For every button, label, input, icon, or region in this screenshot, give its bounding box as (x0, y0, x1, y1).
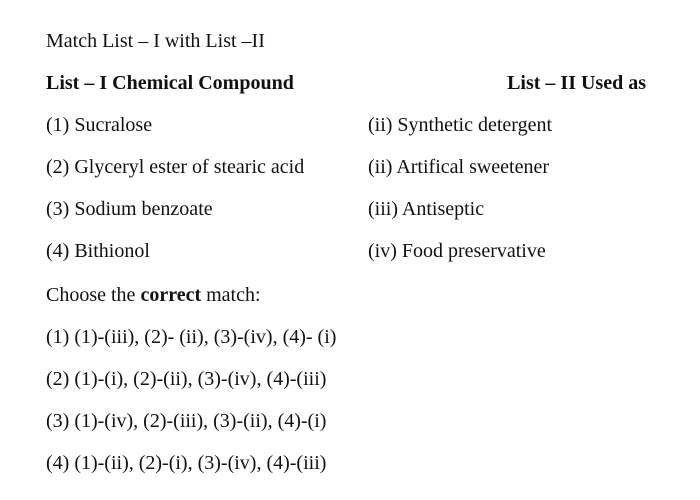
list1-item: (4) Bithionol (46, 240, 150, 262)
list1-header: List – I Chemical Compound (46, 72, 294, 94)
match-row-2 (46, 155, 666, 179)
match-row-3 (46, 197, 666, 221)
list2-item: (ii) Artifical sweetener (368, 156, 550, 178)
match-row-4 (46, 239, 666, 263)
list2-item: (iv) Food preservative (368, 240, 546, 262)
answer-option-2[interactable]: (2) (1)-(i), (2)-(ii), (3)-(iv), (4)-(iii) (46, 368, 327, 390)
list1-item: (2) Glyceryl ester of stearic acid (46, 156, 305, 178)
choose-prompt-pre: Choose the (46, 284, 141, 306)
list2-item: (iii) Antiseptic (368, 198, 485, 220)
list2-item: (ii) Synthetic detergent (368, 114, 553, 136)
list2-header: List – II Used as (507, 72, 646, 94)
choose-prompt-post: match: (201, 284, 261, 306)
choose-prompt-emphasis: correct (140, 284, 202, 306)
answer-option-4[interactable]: (4) (1)-(ii), (2)-(i), (3)-(iv), (4)-(iii) (46, 452, 327, 474)
answer-option-1[interactable]: (1) (1)-(iii), (2)- (ii), (3)-(iv), (4)- (i) (46, 326, 337, 348)
choose-prompt (46, 283, 261, 307)
answer-option-3[interactable]: (3) (1)-(iv), (2)-(iii), (3)-(ii), (4)-(i) (46, 410, 327, 432)
list-headers (46, 71, 666, 95)
question-instruction: Match List – I with List –II (46, 30, 265, 52)
list1-item: (3) Sodium benzoate (46, 198, 213, 220)
list1-item: (1) Sucralose (46, 114, 153, 136)
match-row-1 (46, 113, 666, 137)
